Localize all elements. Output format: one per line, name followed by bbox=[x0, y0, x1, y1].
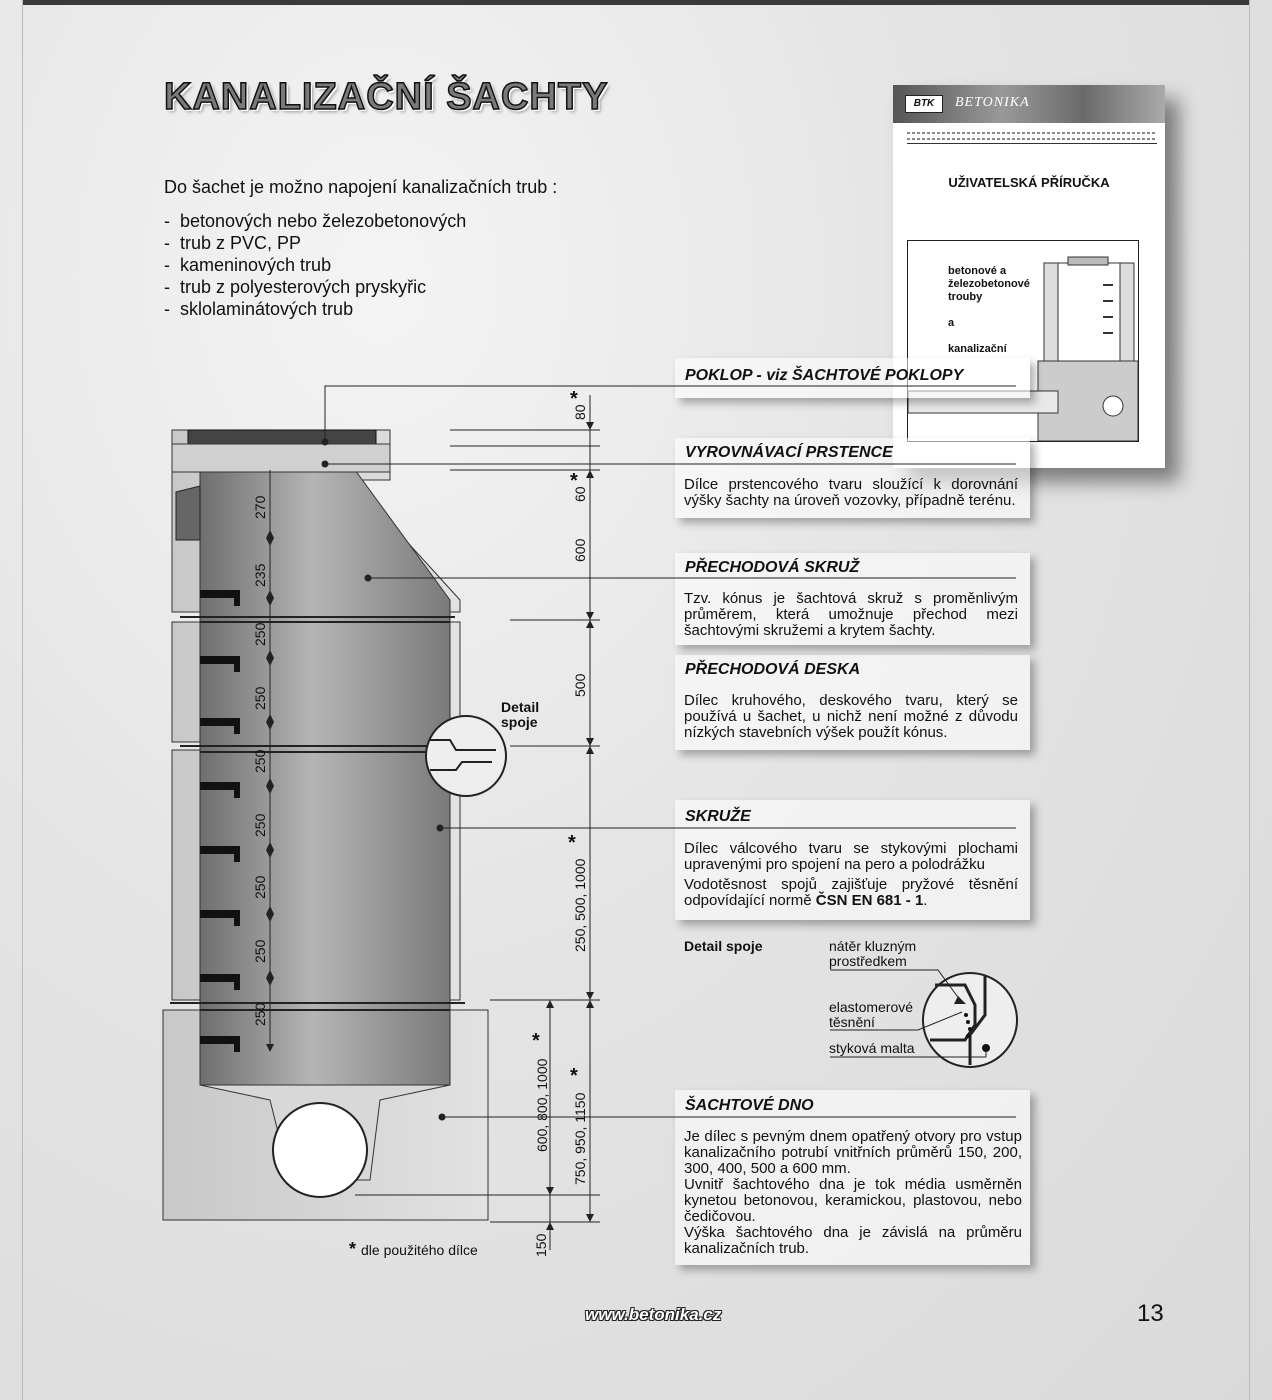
page-number: 13 bbox=[1137, 1300, 1164, 1327]
list-item: - trub z PVC, PP bbox=[164, 232, 466, 254]
dimension-600: 600 bbox=[572, 538, 588, 562]
intro-text: Do šachet je možno napojení kanalizačních trub : bbox=[164, 177, 558, 197]
desc-deska: Dílec kruhového, deskového tvaru, který se používá u šachet, u nichž není možné z důvodu nízkých stavebních výšek použít kónus. bbox=[684, 692, 1018, 741]
label-poklop: POKLOP - viz ŠACHTOVÉ POKLOPY bbox=[685, 367, 964, 384]
step-dimension: 250 bbox=[252, 939, 268, 963]
manhole-cover bbox=[188, 430, 376, 444]
asterisk: * bbox=[570, 470, 578, 492]
step-dimension: 235 bbox=[252, 563, 268, 587]
step-dimension: 270 bbox=[252, 495, 268, 519]
dimension-150: 150 bbox=[533, 1233, 549, 1257]
dimension-dno-1: 600, 800, 1000 bbox=[534, 1058, 550, 1152]
list-item: - sklolaminátových trub bbox=[164, 298, 466, 320]
inlet-notch bbox=[176, 486, 200, 540]
label-skruze: SKRUŽE bbox=[685, 808, 751, 825]
step-dimension: 250 bbox=[252, 1002, 268, 1026]
asterisk: * bbox=[568, 832, 576, 854]
detail-joint-circle bbox=[426, 716, 506, 796]
shaft-interior bbox=[200, 470, 450, 1085]
dimension-60: 60 bbox=[572, 486, 588, 502]
dimension-500: 500 bbox=[572, 673, 588, 697]
step-dimension: 250 bbox=[252, 813, 268, 837]
label-dno: ŠACHTOVÉ DNO bbox=[685, 1097, 814, 1114]
desc-skruz: Tzv. kónus je šachtová skruž s proměnlivým průměrem, která umožnuje přechod mezi šachtovými skružemi a krytem šachty. bbox=[684, 590, 1018, 639]
list-item: - betonových nebo železobetonových bbox=[164, 210, 466, 232]
asterisk: * bbox=[532, 1030, 540, 1052]
brochure-text: betonové a bbox=[948, 265, 1007, 277]
page-title: KANALIZAČNÍ ŠACHTY bbox=[164, 76, 609, 118]
asterisk: * bbox=[570, 1065, 578, 1087]
detail-label-coating: nátěr kluzným prostředkem bbox=[829, 938, 917, 969]
footnote: * dle použitého dílce bbox=[349, 1239, 478, 1259]
dimension-dno-2: 750, 950, 1150 bbox=[572, 1092, 588, 1185]
dimension-skruze: 250, 500, 1000 bbox=[572, 858, 588, 952]
detail-label-mortar: styková malta bbox=[829, 1040, 915, 1056]
label-skruz: PŘECHODOVÁ SKRUŽ bbox=[685, 559, 860, 576]
desc-skruze: Dílec válcového tvaru se stykovými plochami upravenými pro spojení na pero a polodrážku Vodotěsnost spojů zajišťuje pryžové těsnění odpovídající normě ČSN EN 681 - 1. bbox=[684, 840, 1018, 909]
step-dimension: 250 bbox=[252, 686, 268, 710]
brochure-brand: BETONIKA bbox=[955, 95, 1030, 110]
list-item: - kameninových trub bbox=[164, 254, 466, 276]
label-prstence: VYROVNÁVACÍ PRSTENCE bbox=[685, 444, 893, 461]
detail-spoje-label: Detail spoje bbox=[501, 699, 540, 730]
dimension-80: 80 bbox=[572, 404, 588, 420]
pipe-opening bbox=[273, 1103, 367, 1197]
label-deska: PŘECHODOVÁ DESKA bbox=[685, 661, 861, 678]
brochure-text: trouby bbox=[948, 291, 983, 303]
step-dimension: 250 bbox=[252, 622, 268, 646]
adjusting-ring bbox=[172, 444, 390, 472]
brochure-title: UŽIVATELSKÁ PŘÍRUČKA bbox=[948, 175, 1110, 190]
detail-label-seal: elastomerové těsnění bbox=[829, 999, 914, 1030]
list-item: - trub z polyesterových pryskyřic bbox=[164, 276, 466, 298]
brochure-text: a bbox=[948, 317, 955, 329]
btk-logo: BTK bbox=[905, 95, 943, 113]
brochure-text: železobetonové bbox=[948, 278, 1030, 290]
desc-prstence: Dílce prstencového tvaru sloužící k dorovnání výšky šachty na úroveň vozovky, případně terénu. bbox=[684, 476, 1018, 509]
website-url[interactable]: www.betonika.cz bbox=[585, 1305, 722, 1324]
desc-dno: Je dílec s pevným dnem opatřený otvory pro vstup kanalizačního potrubí vnitřních průměrů 150, 200, 300, 400, 500 a 600 mm. Uvnitř šachtového dna je tok média usměrněn kynetou betonovou, keramickou, plastovou, nebo čedičovou. Výška šachtového dna je závislá na průměru kanalizačních trub. bbox=[684, 1128, 1022, 1257]
brochure-text: kanalizační bbox=[948, 343, 1007, 355]
step-dimension: 250 bbox=[252, 875, 268, 899]
detail-title: Detail spoje bbox=[684, 938, 763, 954]
step-dimension: 250 bbox=[252, 749, 268, 773]
asterisk: * bbox=[570, 388, 578, 410]
